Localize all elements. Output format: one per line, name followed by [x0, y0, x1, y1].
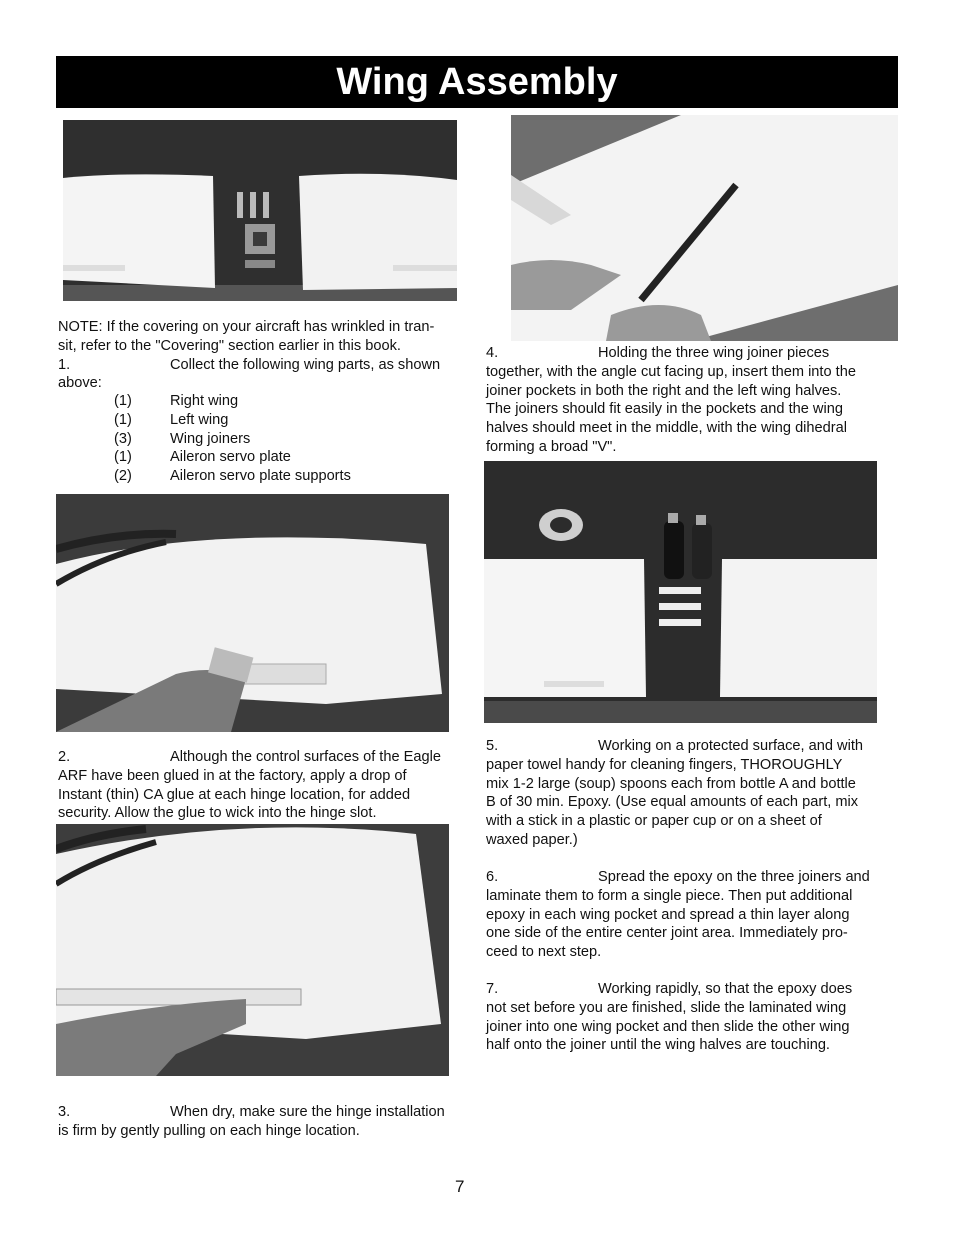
part-qty: (1) [114, 393, 132, 409]
part-qty: (1) [114, 449, 132, 466]
step-number: 3. [58, 1104, 71, 1120]
step-text: The joiners should fit easily in the pockets and the wing [486, 401, 843, 418]
step-5 [486, 737, 896, 850]
step-text: Spread the epoxy on the three joiners and [598, 869, 870, 885]
step-7 [486, 980, 896, 1055]
part-name: Left wing [170, 411, 229, 428]
step-text: with a stick in a plastic or paper cup or on a sheet of [486, 813, 822, 830]
note-text [58, 318, 468, 393]
photo-hinge-check [56, 824, 449, 1076]
page-title: Wing Assembly [336, 61, 618, 103]
step-text: Working on a protected surface, and with [598, 738, 863, 754]
step-number: 2. [58, 749, 71, 765]
note-line: NOTE: If the covering on your aircraft has wrinkled in tran- [58, 319, 435, 335]
step-text: half onto the joiner until the wing halves are touching. [486, 1037, 830, 1054]
step-4 [486, 344, 896, 457]
step-text: Although the control surfaces of the Eagle [170, 749, 441, 765]
photo-wing-parts [63, 120, 457, 301]
step-text: paper towel handy for cleaning fingers, THOROUGHLY [486, 756, 843, 773]
step-text: Instant (thin) CA glue at each hinge location, for added [58, 786, 411, 803]
step-text: forming a broad "V". [486, 438, 617, 455]
step-3 [58, 1103, 468, 1141]
step-text: Collect the following wing parts, as shown [170, 356, 441, 373]
step-text: is firm by gently pulling on each hinge location. [58, 1122, 360, 1139]
step-text: joiner pockets in both the right and the left wing halves. [486, 382, 842, 399]
photo-ca-glue-hinge [56, 494, 449, 732]
list-item [114, 411, 351, 430]
step-number: 5. [486, 738, 499, 754]
page-number: 7 [455, 1177, 465, 1196]
list-item [114, 448, 351, 467]
step-text: one side of the entire center joint area. Immediately pro- [486, 925, 848, 942]
list-item [114, 467, 351, 486]
list-item [114, 392, 351, 411]
part-qty: (1) [114, 411, 132, 428]
part-name: Wing joiners [170, 430, 251, 447]
step-text: epoxy in each wing pocket and spread a thin layer along [486, 906, 850, 923]
step-text: ceed to next step. [486, 944, 602, 961]
step-number: 4. [486, 345, 499, 361]
step-text: B of 30 min. Epoxy. (Use equal amounts of each part, mix [486, 794, 859, 811]
step-text: above: [58, 375, 102, 392]
photo-joiner-insertion [511, 115, 898, 341]
list-item [114, 430, 351, 449]
note-line: sit, refer to the "Covering" section earlier in this book. [58, 337, 401, 354]
step-text: laminate them to form a single piece. Then put additional [486, 887, 853, 904]
step-text: not set before you are finished, slide the laminated wing [486, 999, 847, 1016]
step-number: 1. [58, 356, 71, 373]
step-number: 6. [486, 869, 499, 885]
parts-list [114, 392, 351, 486]
part-name: Aileron servo plate [170, 449, 291, 466]
part-name: Right wing [170, 393, 239, 409]
part-qty: (2) [114, 468, 132, 485]
step-text: When dry, make sure the hinge installation [170, 1104, 445, 1120]
step-text: joiner into one wing pocket and then slide the other wing [486, 1018, 850, 1035]
step-text: Working rapidly, so that the epoxy does [598, 981, 853, 997]
part-qty: (3) [114, 430, 132, 447]
step-6 [486, 868, 896, 962]
photo-epoxy-setup [484, 461, 877, 723]
step-text: Holding the three wing joiner pieces [598, 345, 830, 361]
step-text: security. Allow the glue to wick into the hinge slot. [58, 805, 377, 822]
step-text: together, with the angle cut facing up, insert them into the [486, 363, 856, 380]
step-text: mix 1-2 large (soup) spoons each from bottle A and bottle [486, 775, 856, 792]
step-text: waxed paper.) [486, 831, 578, 848]
part-name: Aileron servo plate supports [170, 468, 351, 485]
header-banner [56, 56, 898, 108]
step-number: 7. [486, 981, 499, 997]
step-text: ARF have been glued in at the factory, apply a drop of [58, 767, 407, 784]
step-text: halves should meet in the middle, with the wing dihedral [486, 420, 847, 437]
step-1 [58, 356, 468, 375]
step-2 [58, 748, 468, 823]
